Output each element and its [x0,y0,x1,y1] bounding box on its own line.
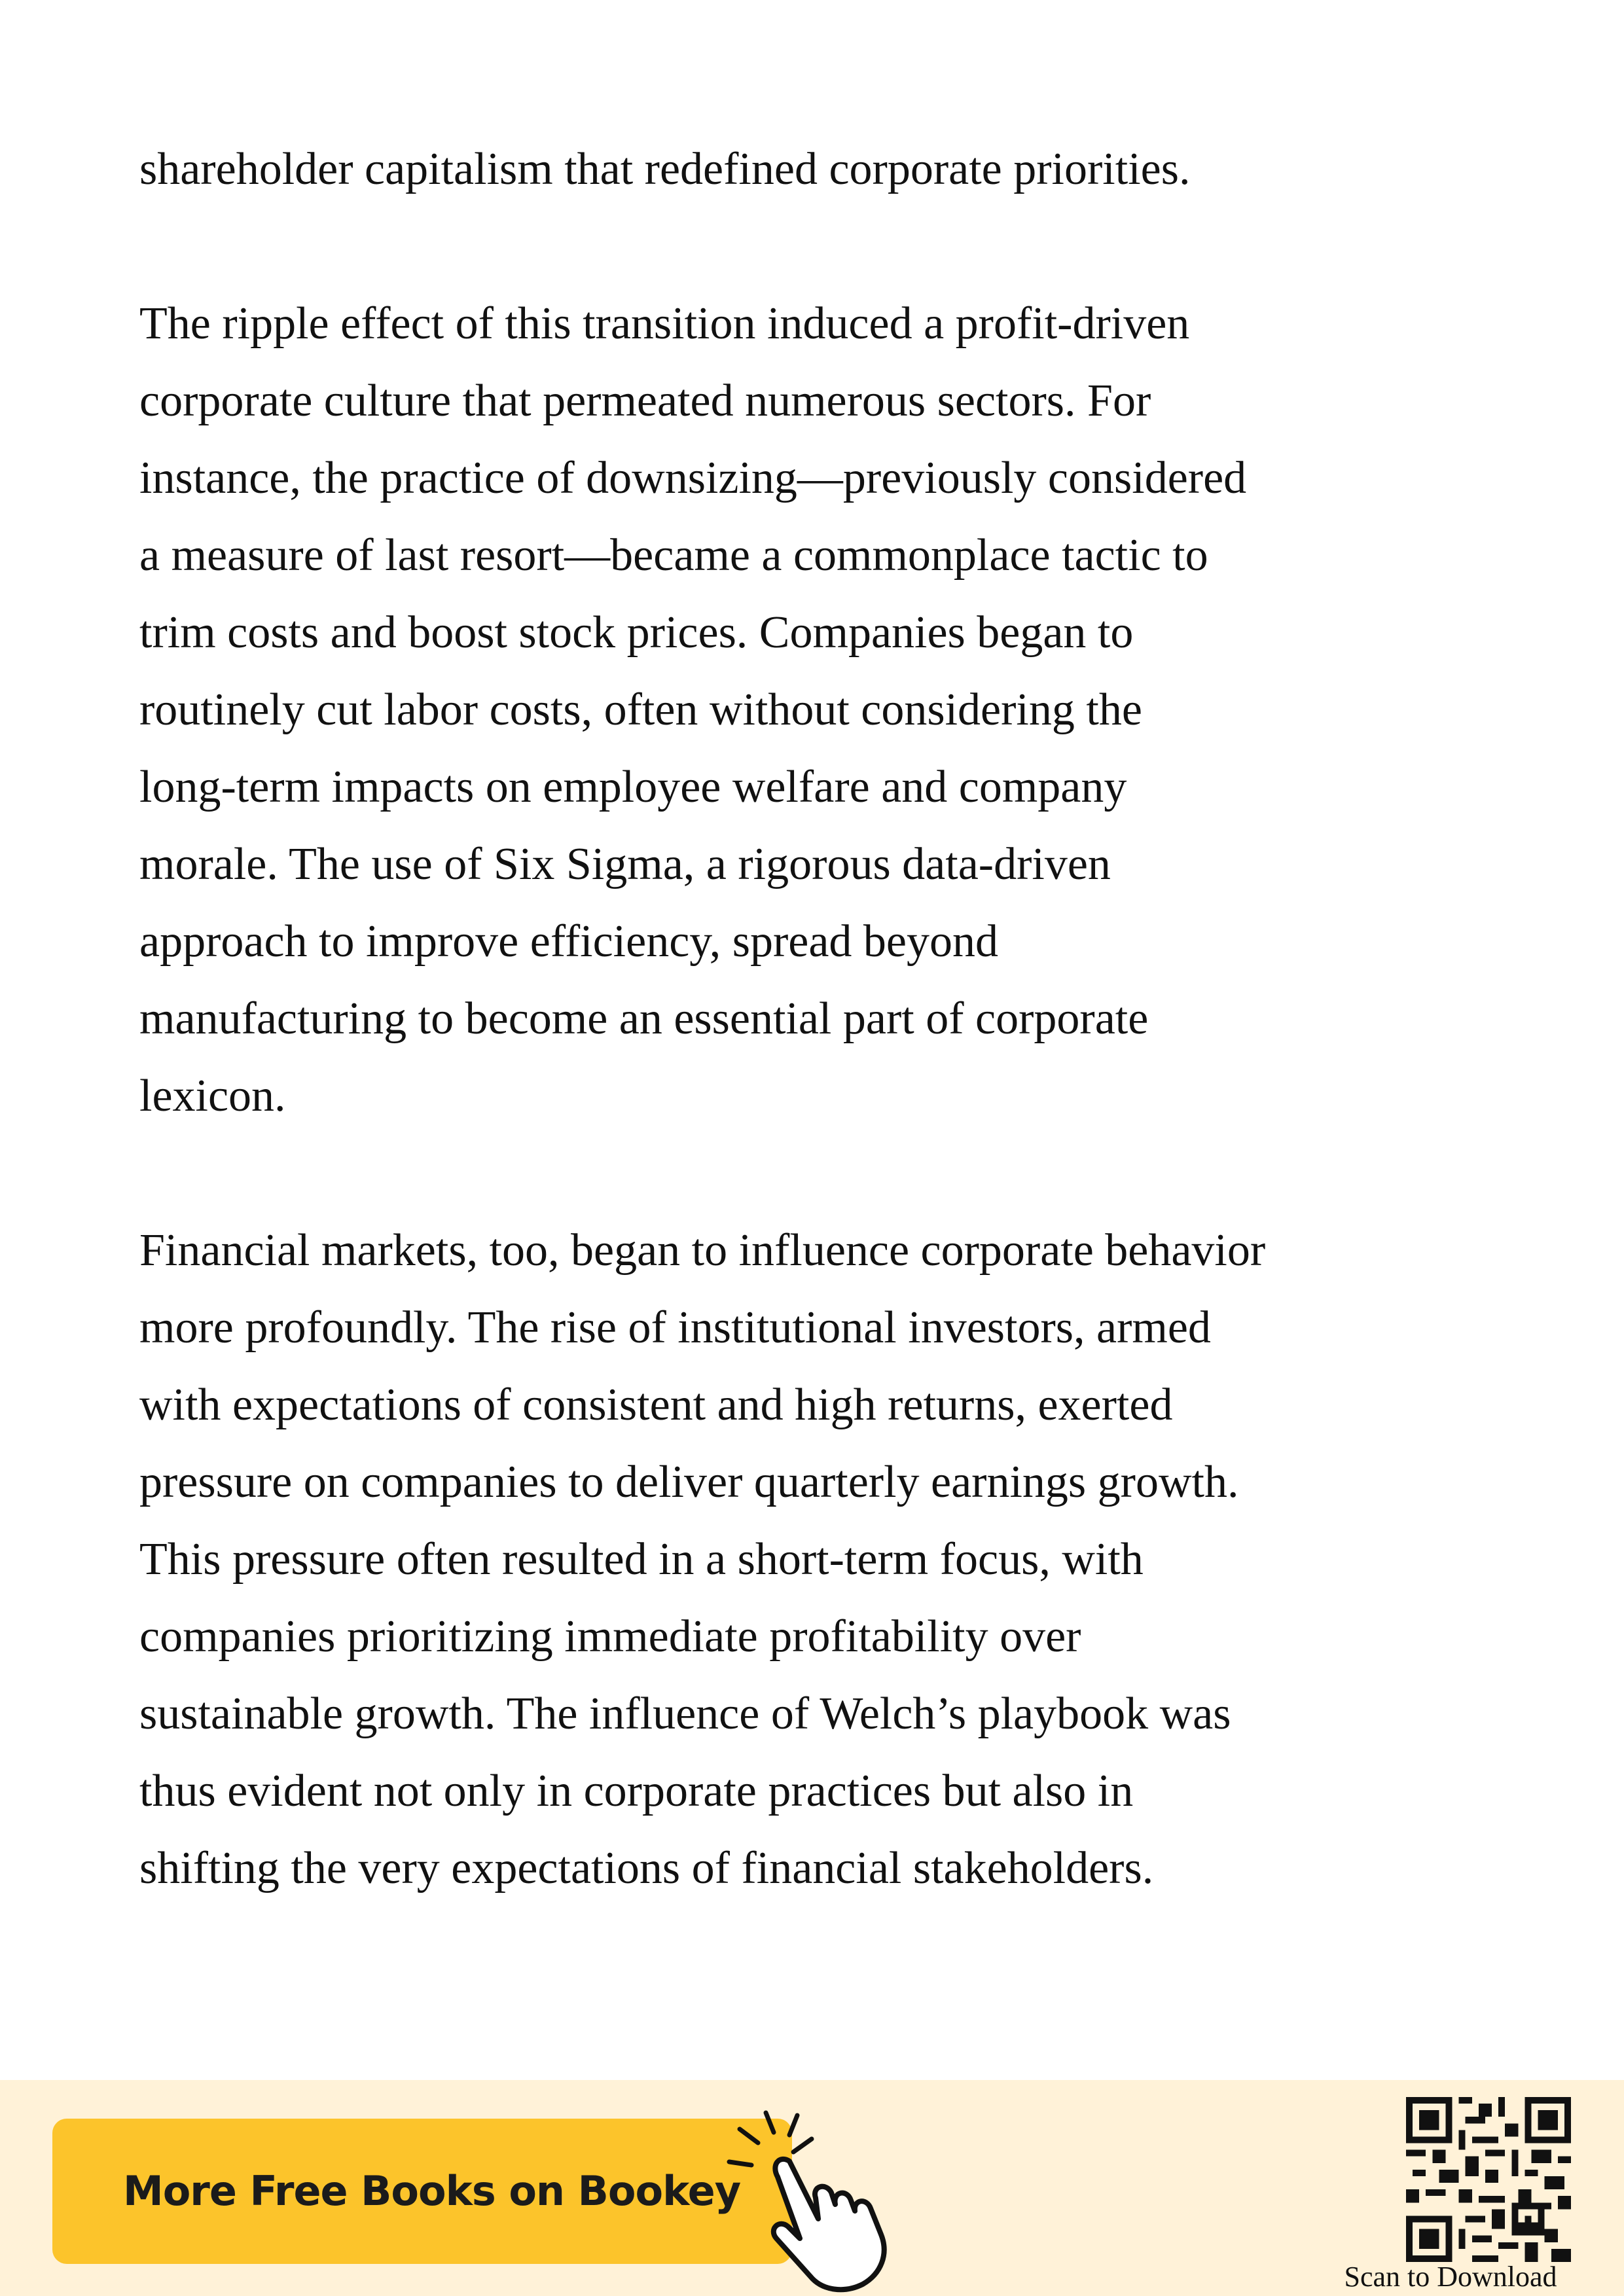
scan-to-download-label: Scan to Download [1344,2261,1557,2293]
promo-footer [0,2080,1624,2296]
pointing-hand-icon [720,2100,890,2296]
page-body [139,131,1527,1984]
body-paragraph: shareholder capitalism that redefined corporate priorities. [139,144,1191,194]
body-paragraph: The ripple effect of this transition induced a profit-driven corporate culture that permeated numerous sectors. For instance, the practice of downsizing—previously considered a measure of last resort—became a commonplace tactic to trim costs and boost stock prices. Companies began to routinely cut labor costs, often without considering the long-term impacts on employee welfare and company morale. The use of Six Sigma, a rigorous data-driven approach to improve efficiency, spread beyond manufacturing to become an essential part of corporate lexicon. [139,298,1247,1121]
qr-code-icon[interactable] [1406,2097,1571,2262]
cta-label: More Free Books on Bookey [123,2167,741,2215]
more-free-books-button[interactable] [52,2119,792,2264]
body-paragraph: Financial markets, too, began to influence corporate behavior more profoundly. The rise of institutional investors, armed with expectations of consistent and high returns, exerted pressure on companies to deliver quarterly earnings growth. This pressure often resulted in a short-term focus, with companies prioritizing immediate profitability over sustainable growth. The influence of Welch’s playbook was thus evident not only in corporate practices but also in shifting the very expectations of financial stakeholders. [139,1225,1266,1893]
